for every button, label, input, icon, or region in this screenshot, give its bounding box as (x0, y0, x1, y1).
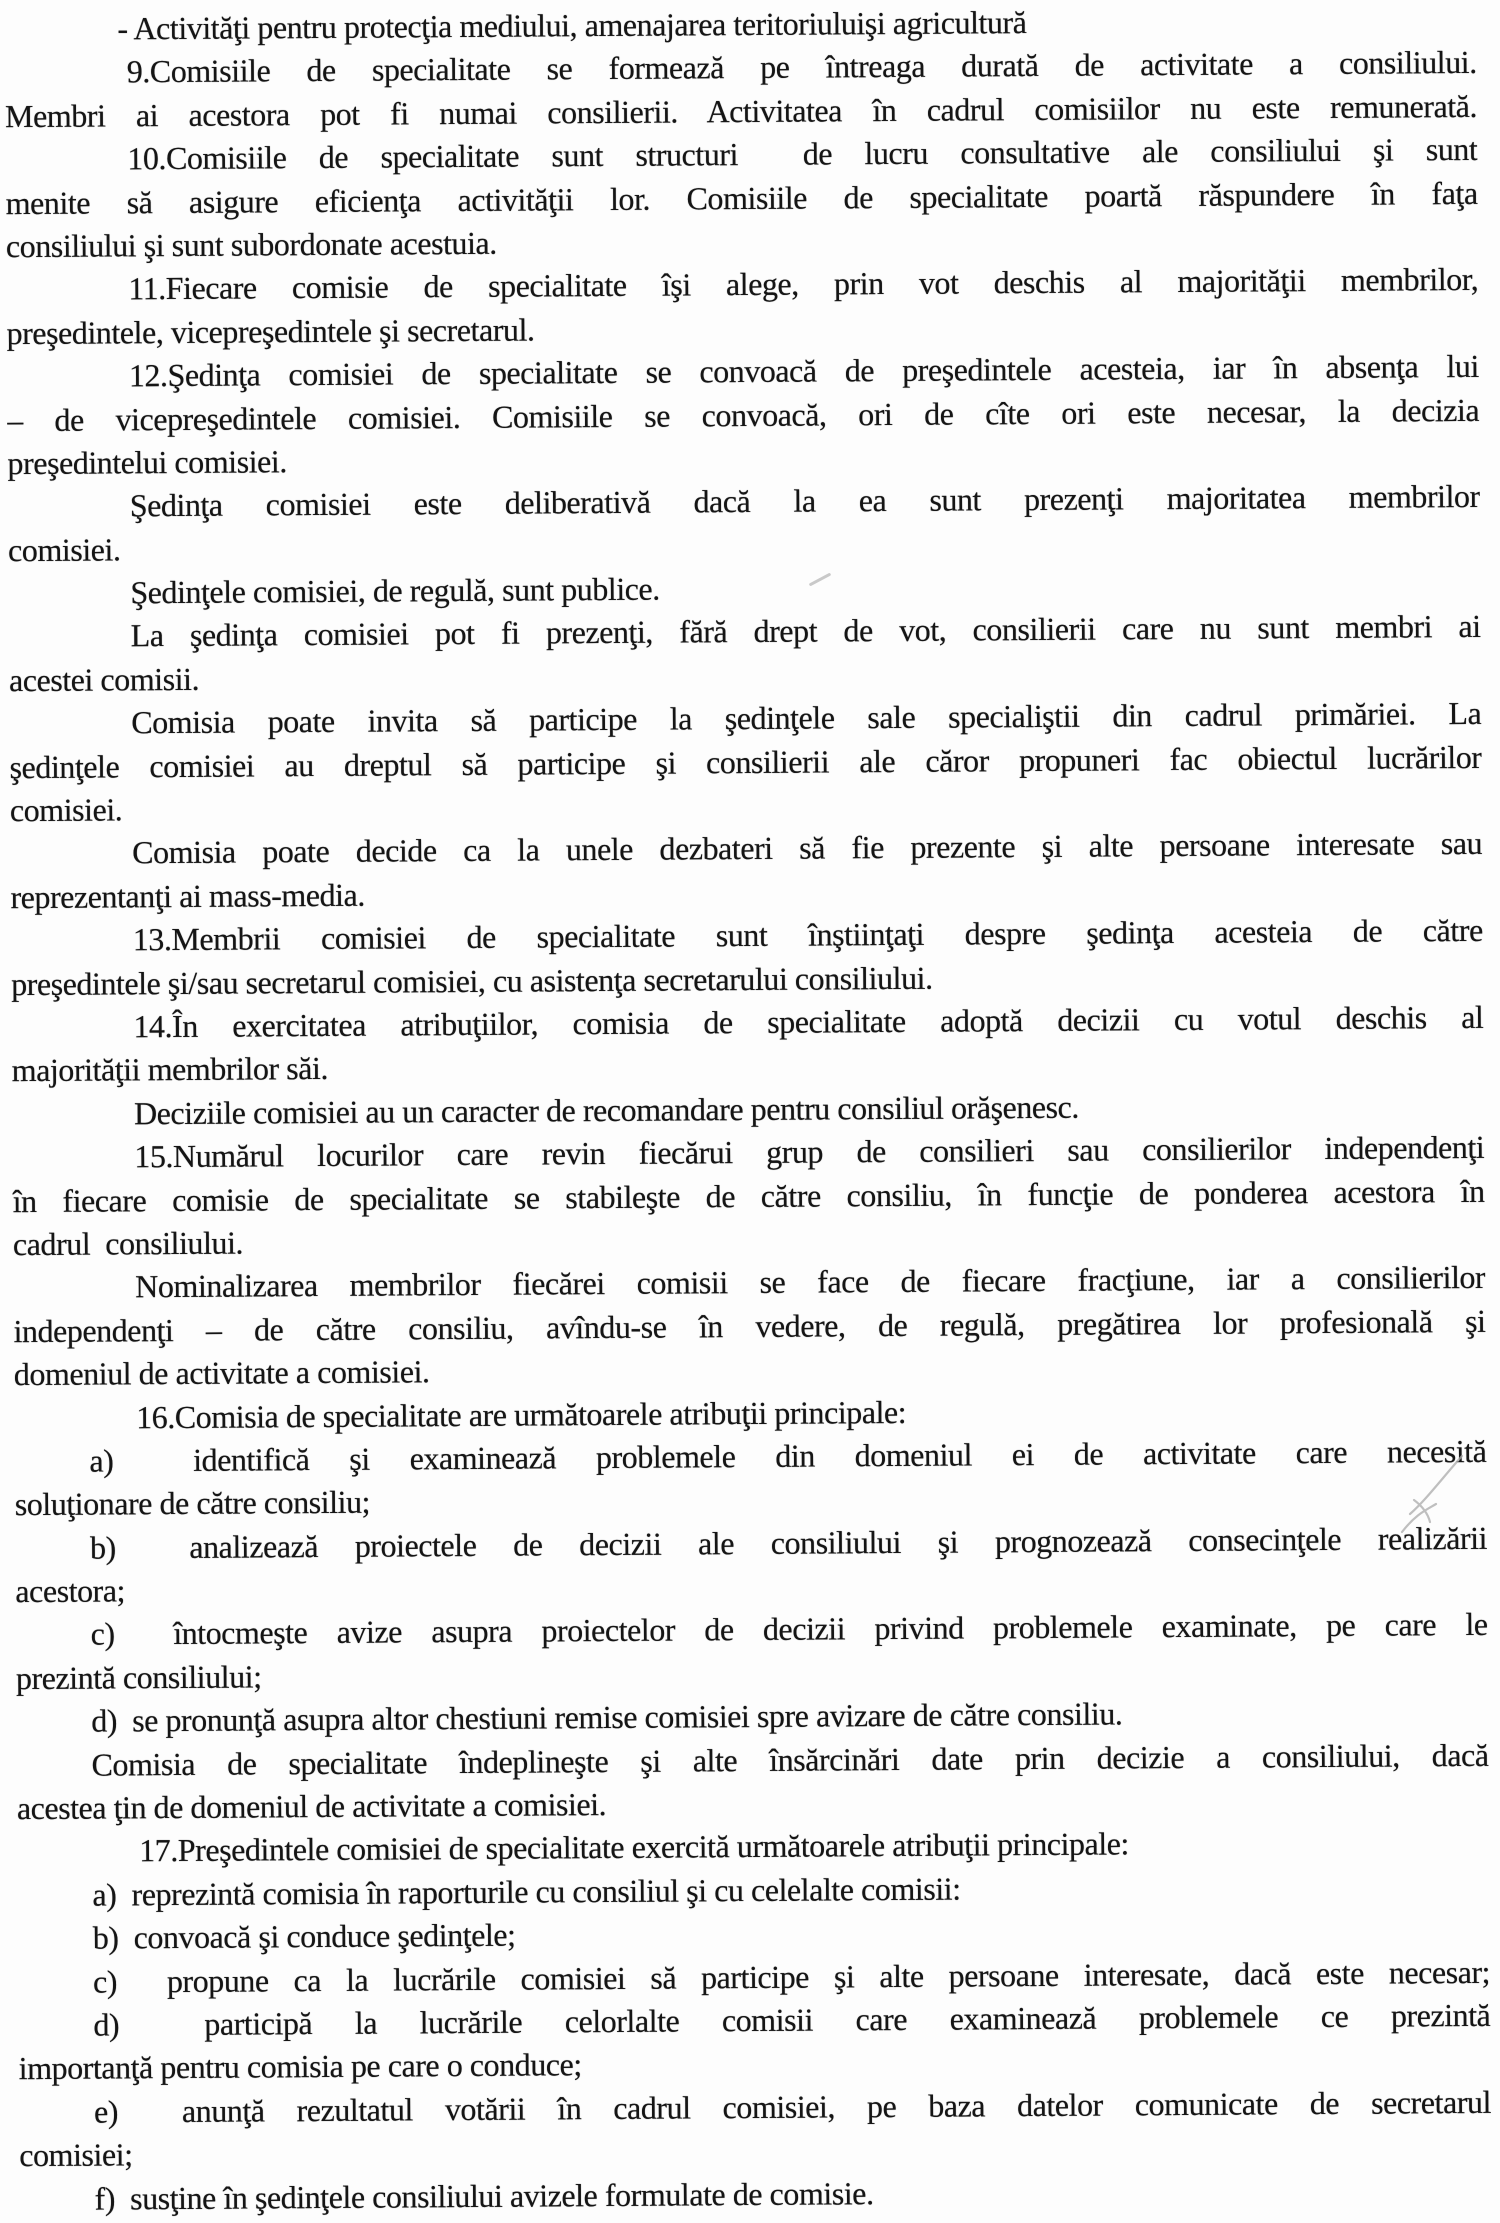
text-line: preşedintelui comisiei. (7, 443, 287, 482)
text-line: 10.Comisiile de specialitate sunt structuri de lucru consultative ale consiliului şi sunt (127, 131, 1478, 177)
text-line: 17.Preşedintele comisiei de specialitate exercită următoarele atribuţii principale: (139, 1825, 1130, 1869)
text-line: Membri ai acestora pot fi numai consilierii. Activitatea în cadrul comisiilor nu este remunerată. (4, 87, 1478, 134)
text-line: reprezentanţi ai mass-media. (10, 876, 365, 915)
text-line: c) propune ca la lucrările comisiei să participe şi alte persoane interesate, dacă este necesar; (92, 1953, 1491, 2000)
text-line: Şedinţa comisiei este deliberativă dacă la ea sunt prezenţi majoritatea membrilor (129, 478, 1480, 524)
text-line: 13.Membrii comisiei de specialitate sunt înştiinţaţi despre şedinţa acesteia de către (132, 912, 1483, 958)
text-line: b) convoacă şi conduce şedinţele; (92, 1916, 516, 1956)
text-line: e) anunţă rezultatul votării în cadrul comisiei, pe baza datelor comunicate de secretarul (93, 2083, 1492, 2130)
text-line: comisiei; (19, 2136, 133, 2174)
text-line: - Activităţi pentru protecţia mediului, amenajarea teritoriuluişi agricultură (117, 4, 1027, 47)
text-line: preşedintele şi/sau secretarul comisiei, cu asistenţa secretarului consiliului. (10, 959, 933, 1002)
text-line: d) participă la lucrările celorlalte comisii care examinează problemele ce prezintă (93, 1996, 1491, 2043)
text-line: Comisia de specialitate îndeplineşte şi alte însărcinări date prin decizie a consiliului, dacă (91, 1736, 1489, 1783)
text-line: domeniul de activitate a comisiei. (13, 1353, 430, 1393)
text-line: preşedintele, vicepreşedintele şi secretarul. (6, 311, 535, 351)
text-line: b) analizează proiectele de decizii ale consiliului şi prognozează consecinţele realizării (89, 1519, 1488, 1566)
text-line: soluţionare de către consiliu; (14, 1483, 371, 1523)
text-line: 11.Fiecare comisie de specialitate îşi alege, prin vot deschis al majorităţii membrilor, (128, 261, 1479, 307)
text-line: prezintă consiliului; (15, 1658, 262, 1696)
text-line: 15.Numărul locurilor care revin fiecărui grup de consilieri sau consilierilor independenţi (134, 1129, 1485, 1175)
text-line: menite să asigure eficienţa activităţii lor. Comisiile de specialitate poartă răspundere în faţa (5, 174, 1478, 221)
text-line: consiliului şi sunt subordonate acestuia. (5, 224, 497, 265)
text-line: c) întocmeşte avize asupra proiectelor de decizii privind problemele examinate, pe care le (90, 1606, 1488, 1653)
text-line: 12.Şedinţa comisiei de specialitate se convoacă de preşedintele acesteia, iar în absenţa lui (128, 348, 1479, 394)
text-line: Comisia poate decide ca la unele dezbateri să fie prezente şi alte persoane interesate sau (132, 825, 1483, 871)
text-line: acestei comisii. (8, 660, 200, 699)
text-line: 9.Comisiile de specialitate se formează pe întreaga durată de activitate a consiliului. (126, 44, 1477, 90)
text-line: Nominalizarea membrilor fiecărei comisii se face de fiecare fracţiune, iar a consilierilor (135, 1259, 1486, 1305)
text-line: d) se pronunţă asupra altor chestiuni remise comisiei spre avizare de către consiliu. (91, 1695, 1123, 1739)
text-line: acestea ţin de domeniul de activitate a comisiei. (16, 1786, 607, 1827)
text-line: şedinţele comisiei au dreptul să participe şi consilierii ale căror propuneri fac obiectul lucrărilor (9, 738, 1482, 785)
text-line: independenţi – de către consiliu, avîndu-se în vedere, de regulă, pregătirea lor profesională şi (13, 1302, 1486, 1349)
text-line: în fiecare comisie de specialitate se stabileşte de către consiliu, în funcţie de ponderea acestora în (12, 1172, 1485, 1219)
text-line: Şedinţele comisiei, de regulă, sunt publice. (130, 570, 660, 611)
text-line: acestora; (15, 1572, 126, 1610)
text-line: majorităţii membrilor săi. (11, 1050, 329, 1089)
pencil-scribble-artifact (1392, 1448, 1476, 1552)
text-line: Deciziile comisiei au un caracter de recomandare pentru consiliul orăşenesc. (133, 1088, 1080, 1132)
text-line: comisiei. (7, 531, 121, 568)
text-line: 16.Comisia de specialitate are următoarele atribuţii principale: (136, 1393, 907, 1435)
text-line: – de vicepreşedintele comisiei. Comisiile se convoacă, ori de cîte ori este necesar, la decizia (7, 391, 1480, 438)
text-line: 14.În exercitatea atribuţiilor, comisia de specialitate adoptă decizii cu votul deschis al (133, 998, 1484, 1045)
text-line: cadrul consiliului. (12, 1224, 244, 1263)
text-line: a) identifică şi examinează problemele din domeniul ei de activitate care necesită (89, 1432, 1487, 1479)
text-line: comisiei. (9, 791, 123, 829)
text-line: f) susţine în şedinţele consiliului avizele formulate de comisie. (94, 2174, 874, 2217)
text-line: Comisia poate invita să participe la şedinţele sale specialiştii din cadrul primăriei. La (131, 695, 1482, 741)
text-line: importanţă pentru comisia pe care o conduce; (18, 2046, 582, 2087)
text-line: a) reprezintă comisia în raporturile cu consiliul şi cu celelalte comisii: (92, 1870, 961, 1913)
text-line: La şedinţa comisiei pot fi prezenţi, fără drept de vot, consilierii care nu sunt membri ai (130, 608, 1481, 654)
document-body (4, 0, 1491, 2221)
